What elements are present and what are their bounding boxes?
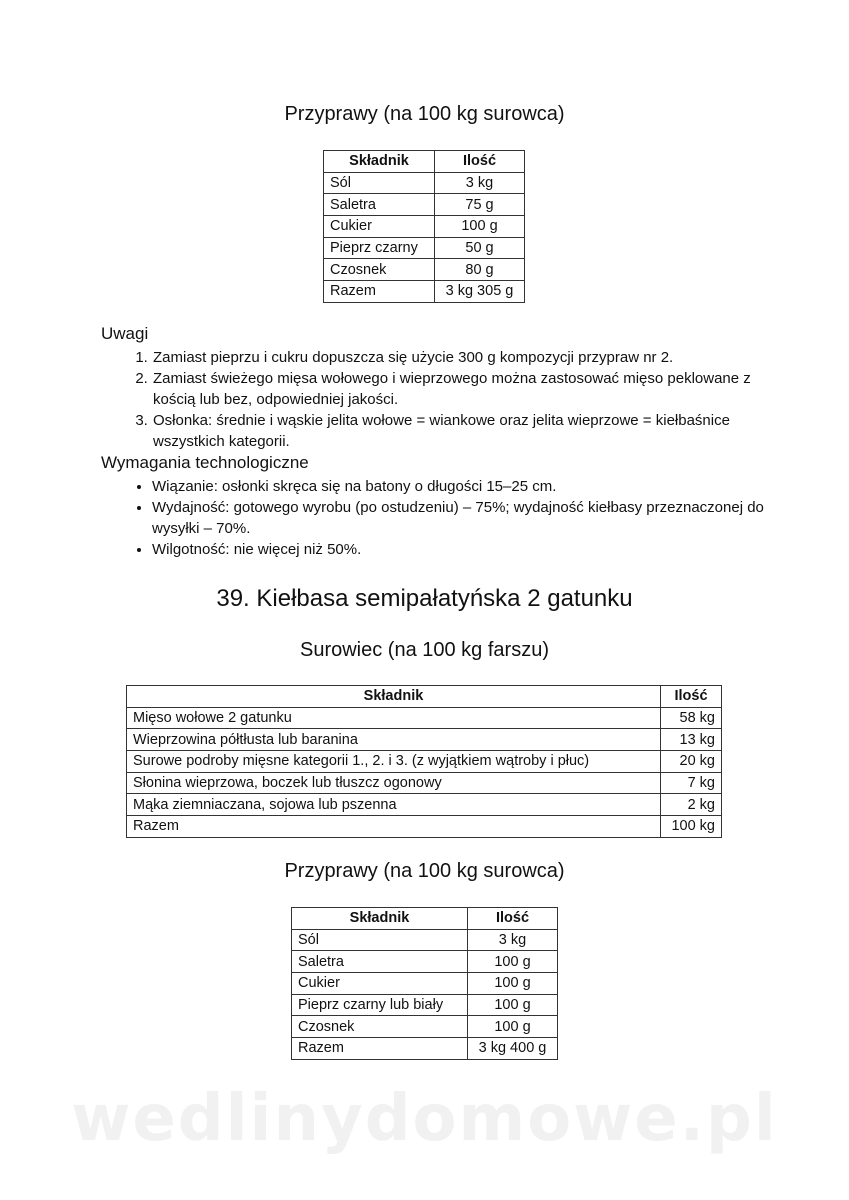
column-header-ingredient: Składnik [127,686,661,708]
column-header-amount: Ilość [468,908,558,930]
ingredient-cell: Cukier [324,216,435,238]
amount-cell: 80 g [435,259,525,281]
table-row [324,237,525,259]
notes-list [101,347,792,452]
notes-heading: Uwagi [101,324,149,343]
list-item: • Wydajność: gotowego wyrobu (po ostudzeniu) – 75%; wydajność kiełbasy przeznaczonej do wysyłki – 70%. [152,497,792,539]
recipe-title: 39. Kiełbasa semipałatyńska 2 gatunku [216,585,633,612]
column-header-amount: Ilość [661,686,722,708]
amount-cell: 2 kg [661,794,722,816]
raw-material-heading: Surowiec (na 100 kg farszu) [299,639,549,661]
spices-table-2 [291,907,558,1060]
ingredient-cell: Surowe podroby mięsne kategorii 1., 2. i 3. (z wyjątkiem wątroby i płuc) [127,751,661,773]
amount-cell: 100 g [468,973,558,995]
amount-cell: 100 g [468,1016,558,1038]
table-row-total [292,1038,558,1060]
amount-cell: 13 kg [661,729,722,751]
list-item: 3. Osłonka: średnie i wąskie jelita wołowe = wiankowe oraz jelita wieprzowe = kiełbaśnice wszystkich kategorii. [152,410,792,452]
watermark: wedlinydomowe.pl [71,1082,778,1156]
table-header-row [127,686,722,708]
amount-cell: 3 kg 305 g [435,281,525,303]
requirements-list [101,476,792,560]
table-row [127,794,722,816]
list-item: 1. Zamiast pieprzu i cukru dopuszcza się użycie 300 g kompozycji przypraw nr 2. [152,347,792,368]
amount-cell: 3 kg 400 g [468,1038,558,1060]
requirements-heading: Wymagania technologiczne [101,453,309,472]
amount-cell: 100 g [435,216,525,238]
amount-cell: 58 kg [661,707,722,729]
ingredient-cell: Saletra [292,951,468,973]
table-row [324,216,525,238]
table-row [292,994,558,1016]
ingredient-cell: Czosnek [292,1016,468,1038]
table-row [292,973,558,995]
amount-cell: 100 g [468,951,558,973]
ingredient-cell: Saletra [324,194,435,216]
list-item: • Wilgotność: nie więcej niż 50%. [152,539,792,560]
ingredient-cell: Pieprz czarny lub biały [292,994,468,1016]
ingredient-cell: Cukier [292,973,468,995]
table-header-row [324,151,525,173]
table-row [324,172,525,194]
ingredient-cell: Wieprzowina półtłusta lub baranina [127,729,661,751]
table-row [292,1016,558,1038]
amount-cell: 50 g [435,237,525,259]
column-header-ingredient: Składnik [292,908,468,930]
ingredient-cell: Razem [324,281,435,303]
spices-heading-2: Przyprawy (na 100 kg surowca) [284,860,565,882]
table-header-row [292,908,558,930]
table-row-total [127,816,722,838]
ingredient-cell: Mięso wołowe 2 gatunku [127,707,661,729]
amount-cell: 100 kg [661,816,722,838]
table-row-total [324,281,525,303]
ingredient-cell: Razem [127,816,661,838]
table-row [324,259,525,281]
amount-cell: 3 kg [435,172,525,194]
amount-cell: 7 kg [661,772,722,794]
table-row [292,929,558,951]
table-row [324,194,525,216]
ingredient-cell: Mąka ziemniaczana, sojowa lub pszenna [127,794,661,816]
list-item: • Wiązanie: osłonki skręca się na batony o długości 15–25 cm. [152,476,792,497]
amount-cell: 100 g [468,994,558,1016]
ingredient-cell: Czosnek [324,259,435,281]
amount-cell: 3 kg [468,929,558,951]
amount-cell: 20 kg [661,751,722,773]
ingredient-cell: Pieprz czarny [324,237,435,259]
ingredient-cell: Sól [324,172,435,194]
ingredient-cell: Razem [292,1038,468,1060]
table-row [127,729,722,751]
raw-material-table [126,685,722,838]
spices-table-1 [323,150,525,303]
table-row [127,707,722,729]
column-header-amount: Ilość [435,151,525,173]
ingredient-cell: Słonina wieprzowa, boczek lub tłuszcz ogonowy [127,772,661,794]
ingredient-cell: Sól [292,929,468,951]
table-row [127,751,722,773]
list-item: 2. Zamiast świeżego mięsa wołowego i wieprzowego można zastosować mięso peklowane z kością lub bez, odpowiedniej jakości. [152,368,792,410]
column-header-ingredient: Składnik [324,151,435,173]
table-row [292,951,558,973]
amount-cell: 75 g [435,194,525,216]
table-row [127,772,722,794]
spices-heading-1: Przyprawy (na 100 kg surowca) [284,103,565,125]
